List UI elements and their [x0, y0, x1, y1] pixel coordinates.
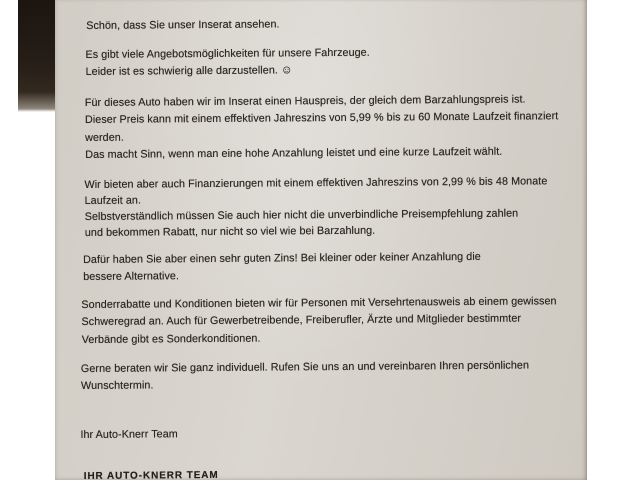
letter-line: Laufzeit an.	[84, 194, 142, 207]
letter-line: Gerne beraten wir Sie ganz individuell. Rufen Sie uns an und vereinbaren Ihren persönlichen	[80, 359, 530, 376]
cropped-letterhead-line: IHR AUTO-KNERR TEAM	[83, 469, 219, 482]
signature-line: Ihr Auto-Knerr Team	[80, 428, 178, 442]
letter-line: Verbände gibt es Sonderkonditionen.	[81, 332, 261, 346]
letter-line-text: Leider ist es schwierig alle darzustellen.	[85, 64, 278, 79]
paragraph-sonderrabatte	[81, 293, 557, 349]
letter-line: Es gibt viele Angebotsmöglichkeiten für unsere Fahrzeuge.	[85, 46, 370, 61]
letter-line: und bekommen Rabatt, nur nicht so viel wie bei Barzahlung.	[84, 224, 376, 239]
letter-line: Dafür haben Sie aber einen sehr guten Zins! Bei kleiner oder keiner Anzahlung die	[82, 250, 481, 266]
paragraph-beratung	[81, 357, 529, 395]
paragraph-finanzierung	[84, 173, 547, 241]
letter-line: Sonderrabatte und Konditionen bieten wir für Personen mit Versehrtenausweis ab einem gewissen	[81, 295, 557, 311]
letter-line	[86, 62, 370, 82]
letter-line: Schweregrad an. Auch für Gewerbetreibende, Freiberufler, Ärzte und Mitglieder bestimmter	[81, 312, 522, 329]
letter-line: bessere Alternative.	[83, 270, 180, 284]
paragraph-greeting	[86, 16, 280, 35]
letter-line: Selbstverständlich müssen Sie auch hier nicht die unverbindliche Preisempfehlung zahlen	[84, 207, 519, 223]
letter-line: Für dieses Auto haben wir im Inserat einen Hauspreis, der gleich dem Barzahlungspreis ist.	[84, 93, 526, 109]
smiley-icon: ☺	[280, 64, 293, 77]
letter-line: Wunschtermin.	[80, 379, 154, 393]
letter-text	[80, 0, 604, 480]
letter-line: Dieser Preis kann mit einem effektiven Jahreszins von 5,99 % bis zu 60 Monate Laufzeit finanziert	[84, 110, 559, 127]
paragraph-hauspreis	[85, 91, 559, 164]
letter-line: werden.	[85, 131, 124, 144]
paragraph-zins	[83, 249, 481, 287]
dark-background-edge	[18, 0, 57, 112]
letter-line: Schön, dass Sie unser Inserat ansehen.	[86, 18, 280, 32]
letter-line: Das macht Sinn, wenn man eine hohe Anzahlung leistet und eine kurze Laufzeit wählt.	[85, 145, 503, 161]
paragraph-offers	[85, 45, 370, 82]
letter-line: Wir bieten aber auch Finanzierungen mit einem effektiven Jahreszins von 2,99 % bis 48 Monate	[84, 175, 548, 191]
